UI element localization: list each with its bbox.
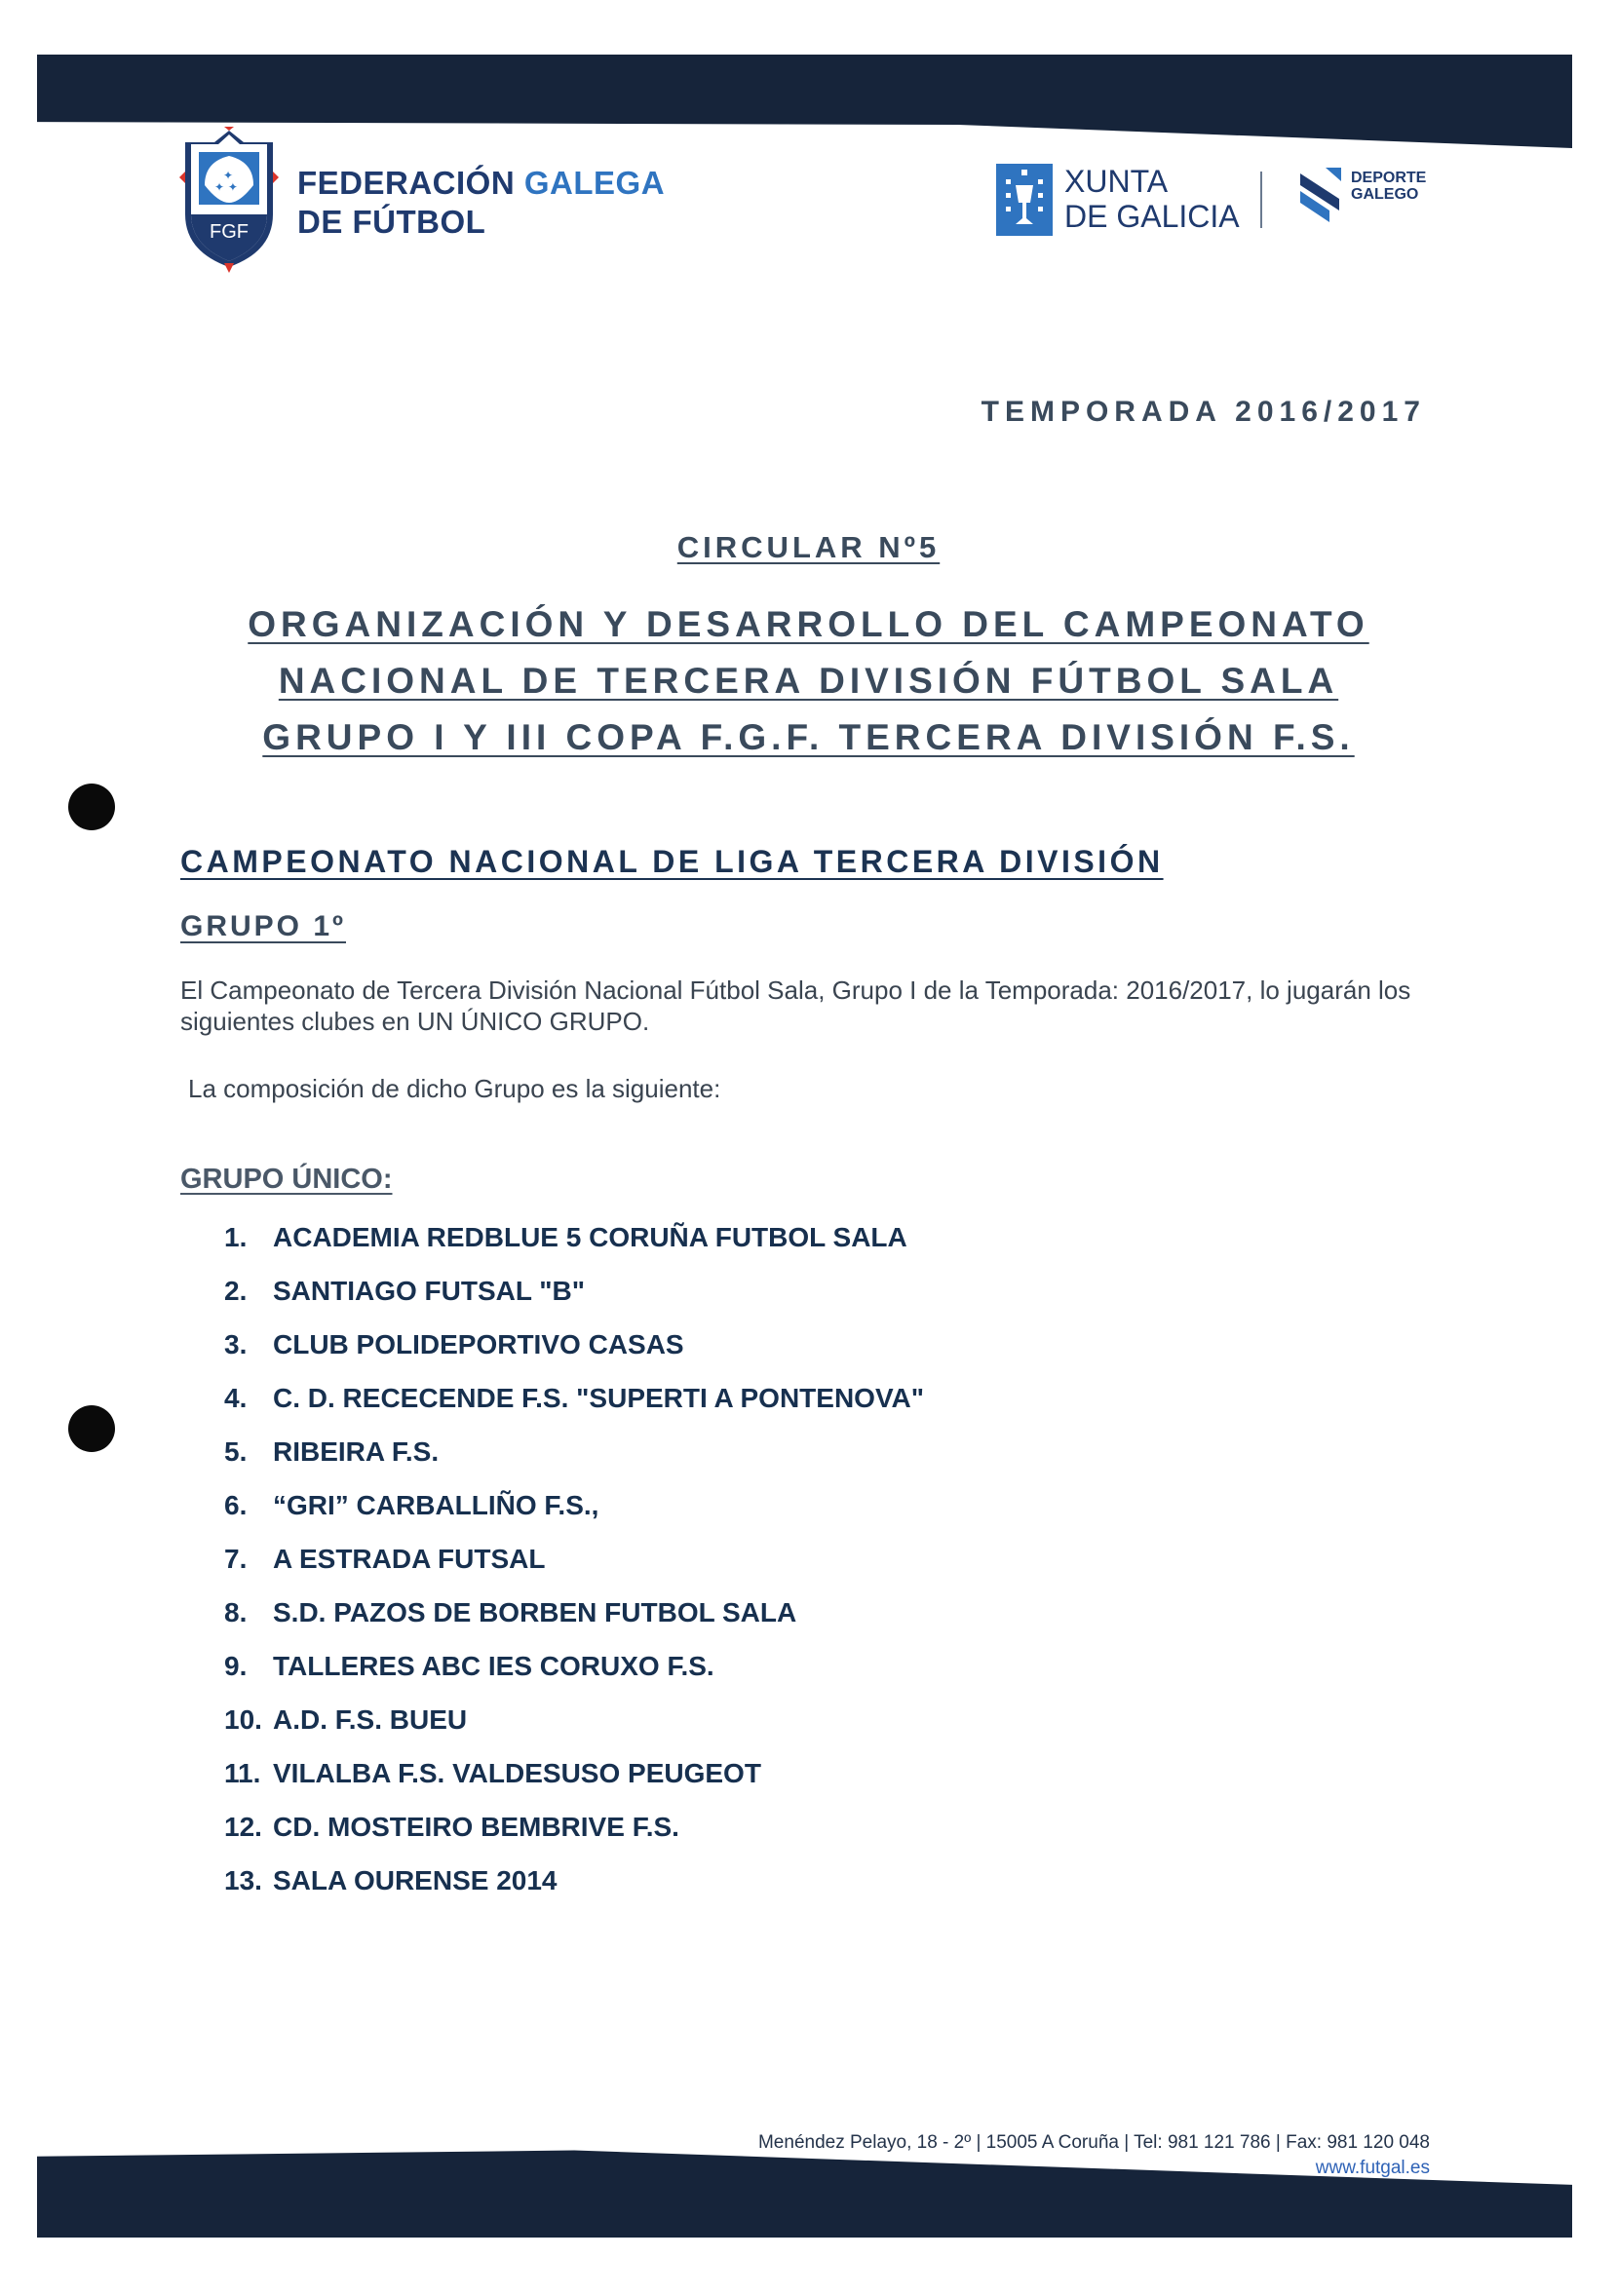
club-number: 4. bbox=[224, 1383, 248, 1413]
club-name: ACADEMIA REDBLUE 5 CORUÑA FUTBOL SALA bbox=[273, 1222, 907, 1252]
deporte-line2: GALEGO bbox=[1351, 186, 1419, 203]
list-item bbox=[224, 1379, 924, 1433]
club-name: S.D. PAZOS DE BORBEN FUTBOL SALA bbox=[273, 1597, 797, 1627]
fgf-line1-a: FEDERACIÓN bbox=[297, 165, 516, 201]
list-item bbox=[224, 1701, 924, 1754]
deporte-wordmark bbox=[1351, 170, 1426, 203]
group-heading: GRUPO 1º bbox=[180, 910, 346, 942]
fgf-line1-b: GALEGA bbox=[523, 165, 666, 201]
list-item bbox=[224, 1754, 924, 1808]
list-item bbox=[224, 1593, 924, 1647]
club-number: 7. bbox=[224, 1544, 248, 1574]
unique-group-heading: GRUPO ÚNICO: bbox=[180, 1164, 393, 1195]
club-name: SALA OURENSE 2014 bbox=[273, 1865, 558, 1895]
footer-website-link[interactable]: www.futgal.es bbox=[1315, 2158, 1430, 2178]
deporte-galego-logo bbox=[1296, 166, 1345, 226]
title-line-3: GRUPO I Y III COPA F.G.F. TERCERA DIVISIÓN F.S. bbox=[262, 717, 1355, 757]
punch-hole-bottom bbox=[68, 1405, 115, 1452]
footer-address: Menéndez Pelayo, 18 - 2º | 15005 A Coruña | Tel: 981 121 786 | Fax: 981 120 048 bbox=[757, 2132, 1430, 2153]
club-number: 13. bbox=[224, 1865, 262, 1895]
club-number: 12. bbox=[224, 1812, 262, 1842]
svg-text:✦ ✦: ✦ ✦ bbox=[214, 180, 238, 194]
club-number: 10. bbox=[224, 1704, 262, 1735]
club-list bbox=[224, 1218, 924, 1915]
list-item bbox=[224, 1272, 924, 1325]
club-name: A ESTRADA FUTSAL bbox=[273, 1544, 546, 1574]
list-item bbox=[224, 1647, 924, 1701]
list-item bbox=[224, 1540, 924, 1593]
xunta-wordmark bbox=[1064, 164, 1240, 234]
circular-number-container bbox=[0, 530, 1617, 565]
punch-hole-top bbox=[68, 784, 115, 830]
title-line-1: ORGANIZACIÓN Y DESARROLLO DEL CAMPEONATO bbox=[248, 604, 1369, 644]
club-number: 1. bbox=[224, 1222, 248, 1252]
club-number: 5. bbox=[224, 1436, 248, 1467]
list-item bbox=[224, 1218, 924, 1272]
club-name: VILALBA F.S. VALDESUSO PEUGEOT bbox=[273, 1758, 761, 1788]
club-name: “GRI” CARBALLIÑO F.S., bbox=[273, 1490, 599, 1520]
club-name: CLUB POLIDEPORTIVO CASAS bbox=[273, 1329, 684, 1359]
fgf-wordmark bbox=[297, 164, 665, 242]
club-name: CD. MOSTEIRO BEMBRIVE F.S. bbox=[273, 1812, 679, 1842]
club-name: C. D. RECECENDE F.S. "SUPERTI A PONTENOVA" bbox=[273, 1383, 925, 1413]
club-number: 11. bbox=[224, 1758, 261, 1788]
club-number: 2. bbox=[224, 1276, 248, 1306]
fgf-line2: DE FÚTBOL bbox=[297, 204, 486, 240]
club-number: 3. bbox=[224, 1329, 248, 1359]
list-item bbox=[224, 1486, 924, 1540]
footer-contact bbox=[758, 2130, 1430, 2181]
svg-text:✦: ✦ bbox=[223, 169, 234, 182]
list-item bbox=[224, 1325, 924, 1379]
deporte-line1: DEPORTE bbox=[1351, 170, 1427, 186]
title-line-2: NACIONAL DE TERCERA DIVISIÓN FÚTBOL SALA bbox=[278, 661, 1339, 701]
season-label: TEMPORADA 2016/2017 bbox=[981, 396, 1426, 428]
list-item bbox=[224, 1808, 924, 1861]
club-number: 6. bbox=[224, 1490, 248, 1520]
section-heading: CAMPEONATO NACIONAL DE LIGA TERCERA DIVISIÓN bbox=[180, 844, 1164, 879]
xunta-line1: XUNTA bbox=[1064, 164, 1169, 199]
intro-paragraph: El Campeonato de Tercera División Nacional Fútbol Sala, Grupo I de la Temporada: 2016/2017, lo jugarán los siguientes clubes en UN ÚNICO GRUPO. bbox=[180, 976, 1411, 1036]
club-number: 9. bbox=[224, 1651, 248, 1681]
fgf-badge-text: FGF bbox=[210, 221, 249, 243]
fgf-shield-logo bbox=[175, 127, 283, 273]
xunta-line2: DE GALICIA bbox=[1064, 199, 1240, 234]
logo-divider bbox=[1260, 172, 1262, 228]
list-item bbox=[224, 1433, 924, 1486]
club-name: A.D. F.S. BUEU bbox=[273, 1704, 468, 1735]
circular-number: CIRCULAR Nº5 bbox=[676, 530, 941, 564]
document-title bbox=[0, 596, 1617, 766]
club-name: RIBEIRA F.S. bbox=[273, 1436, 440, 1467]
club-number: 8. bbox=[224, 1597, 248, 1627]
club-name: TALLERES ABC IES CORUXO F.S. bbox=[273, 1651, 714, 1681]
composition-text: La composición de dicho Grupo es la siguiente: bbox=[188, 1074, 721, 1103]
xunta-emblem-logo bbox=[996, 164, 1053, 236]
list-item bbox=[224, 1861, 924, 1915]
club-name: SANTIAGO FUTSAL "B" bbox=[273, 1276, 586, 1306]
